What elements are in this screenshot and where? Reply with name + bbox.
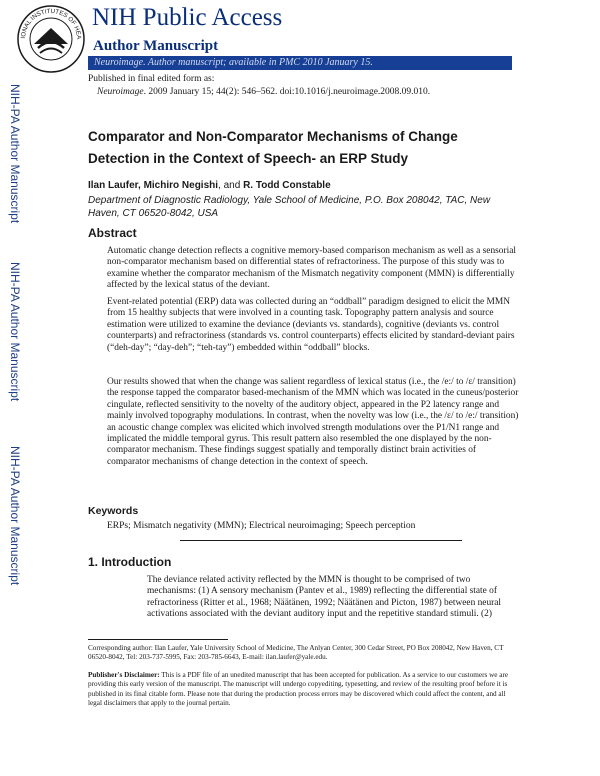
- side-watermark-1: NIH-PA Author Manuscript: [8, 84, 22, 224]
- author-list: Ilan Laufer, Michiro Negishi, and R. Todd Constable: [88, 180, 331, 191]
- availability-banner: [88, 56, 512, 70]
- author-name: R. Todd Constable: [243, 180, 331, 191]
- availability-text: Neuroimage. Author manuscript; available in PMC 2010 January 15.: [94, 57, 373, 68]
- citation-line: [97, 87, 430, 97]
- disclaimer-text: This is a PDF file of an unedited manuscript that has been accepted for publication. As a service to our customers we are providing this early version of the manuscript. The manuscript will undergo copyediting, typesetting, and review of the resulting proof before it is published in its final citable form. Please note that during the production process errors may be discovered which could affect the content, and all legal disclaimers that apply to the journal pertain.: [88, 671, 509, 708]
- side-watermark-3: NIH-PA Author Manuscript: [8, 446, 22, 586]
- corresponding-author-note: Corresponding author: Ilan Laufer, Yale University School of Medicine, The Anlyan Center, 300 Cedar Street, PO Box 208042, New Haven, CT 06520-8042, Tel: 203-737-5995, Fax: 203-785-6643, E-mail: ilan.laufer@yale.edu.: [88, 644, 504, 662]
- published-in-label: Published in final edited form as:: [88, 74, 215, 84]
- nih-public-access-title: NIH Public Access: [92, 4, 283, 31]
- author-name: Ilan Laufer: [88, 180, 139, 191]
- logo-text: IONAL INSTITUTES OF HEA: [19, 7, 83, 40]
- citation-details: . 2009 January 15; 44(2): 546–562. doi:10.1016/j.neuroimage.2008.09.010.: [143, 87, 431, 97]
- introduction-heading: 1. Introduction: [88, 555, 172, 569]
- abstract-heading: Abstract: [88, 226, 137, 240]
- side-watermark-2: NIH-PA Author Manuscript: [8, 262, 22, 402]
- footnote-divider: [88, 639, 228, 640]
- abstract-paragraph-3: Our results showed that when the change was salient regardless of lexical status (i.e., the /e:/ to /ɛ/ transition) the response tapped the comparator based-mechanism of the MMN which was located in the cuneus/posterior cingulate, reflected sensitivity to the novelty of the auditory object, appeared in the P2 latency range and mainly involved topography modulations. In contrast, when the novelty was low (i.e., the /ɛ/ to /e:/ transition) an acoustic change complex was elicited which involved strength modulations over the P1/N1 range and implicated the middle temporal gyrus. This result pattern also resembled the one displayed by the non-comparator mechanism. These findings suggest spatially and temporally distinct brain activities of comparator mechanisms of change detection in the context of speech.: [107, 377, 519, 467]
- journal-name: Neuroimage: [97, 87, 144, 97]
- author-manuscript-label: Author Manuscript: [93, 38, 219, 54]
- introduction-paragraph-1: The deviance related activity reflected by the MMN is thought to be comprised of two mechanisms: (1) A sensory mechanism (Pantev et al., 1989) reflecting the differential state of refractoriness (Ritter et al., 1968; Näätänen, 1992; Näätänen and Picton, 1987) between neural activations associated with the deviant auditory input and the repetitive standard stimuli. (2): [147, 575, 502, 620]
- article-title: Comparator and Non-Comparator Mechanisms of Change Detection in the Context of Speech- an ERP Study: [88, 129, 458, 166]
- abstract-paragraph-1: Automatic change detection reflects a cognitive memory-based comparison mechanism as well as a sensorial non-comparator mechanism based on differential states of refractoriness. The purpose of this study was to examine whether the comparator mechanism of the Mismatch negativity component (MMN) is differentially affected by the lexical status of the deviant.: [107, 246, 516, 291]
- affiliation: Department of Diagnostic Radiology, Yale School of Medicine, P.O. Box 208042, TAC, New Haven, CT 06520-8042, USA: [88, 195, 491, 219]
- keywords-divider: [180, 540, 462, 541]
- disclaimer-label: Publisher's Disclaimer:: [88, 671, 160, 679]
- keywords-list: ERPs; Mismatch negativity (MMN); Electrical neuroimaging; Speech perception: [107, 521, 416, 531]
- nih-logo-icon: [16, 4, 86, 74]
- keywords-heading: Keywords: [88, 505, 139, 517]
- publisher-disclaimer: [88, 671, 518, 709]
- abstract-paragraph-2: Event-related potential (ERP) data was collected during an “oddball” paradigm designed to elicit the MMN from 15 healthy subjects that were involved in a counting task. Topography pattern analysis and source estimation were utilized to examine the deviance (deviants vs. standards), cognitive (deviants vs. control counterparts) and refractoriness (standards vs. control counterparts) effects elicited by standard-deviant pairs (“deh-day”; “day-deh”; “teh-tay”) embedded within “oddball” blocks.: [107, 297, 515, 353]
- author-name: Michiro Negishi: [143, 180, 219, 191]
